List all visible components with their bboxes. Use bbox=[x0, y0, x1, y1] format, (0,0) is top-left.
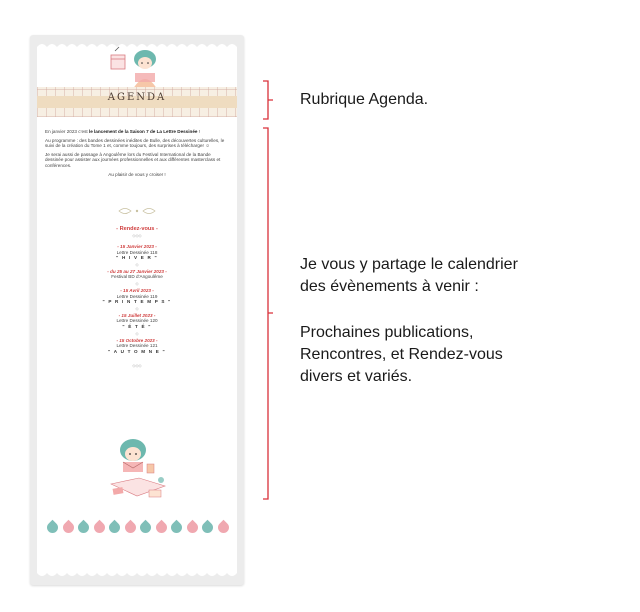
banner-title: AGENDA bbox=[107, 92, 167, 103]
bracket-calendar bbox=[262, 127, 274, 500]
event-label: Festival BD d’Angoulême bbox=[111, 274, 163, 280]
intro-p1-prefix: En janvier 2023 c’est bbox=[45, 129, 89, 134]
event-date: - 15 Octobre 2023 - bbox=[116, 337, 158, 343]
agenda-banner bbox=[37, 87, 237, 117]
raindrop-icon bbox=[60, 520, 76, 536]
raindrop-icon bbox=[215, 520, 231, 536]
intro-paragraph-4: Au plaisir de vous y croiser ! bbox=[108, 171, 166, 177]
caption-calendar-line2: des évènements à venir : bbox=[300, 278, 479, 295]
intro-paragraph-3: Je serai aussi de passage à Angoulême lors du Festival International de la Bande dessinée pour assister aux journées professionnelles et aux différentes masterclass et conférences. bbox=[45, 151, 221, 168]
floral-ornament-top bbox=[117, 206, 157, 216]
event-date: - 15 Janvier 2023 - bbox=[117, 244, 157, 249]
raindrop-icon bbox=[184, 520, 200, 536]
diamond-separator: ◇ bbox=[135, 261, 139, 267]
intro-p1-suffix: ! bbox=[197, 129, 200, 134]
caption-calendar bbox=[300, 254, 518, 298]
bracket-agenda bbox=[262, 80, 274, 120]
diamond-divider-closing: ◇◇◇ bbox=[132, 363, 142, 369]
rendez-vous-title: - Rendez-vous - bbox=[116, 226, 158, 232]
raindrop-icon bbox=[169, 520, 185, 536]
event-label: Lettre Dessinée 118 bbox=[116, 249, 158, 255]
raindrop-icon bbox=[91, 520, 107, 536]
caption-rubrique-agenda: Rubrique Agenda. bbox=[300, 91, 429, 108]
girl-with-calendar-illustration bbox=[107, 45, 169, 89]
caption-publications-line2: Rencontres, et Rendez-vous bbox=[300, 346, 503, 363]
raindrop-icon bbox=[153, 520, 169, 536]
raindrop-icon bbox=[200, 520, 216, 536]
bottom-scallop-border bbox=[37, 569, 237, 579]
agenda-event bbox=[37, 338, 237, 355]
intro-paragraph-1 bbox=[45, 129, 229, 135]
raindrop-icon bbox=[122, 520, 138, 536]
agenda-event bbox=[37, 288, 237, 305]
girl-with-letters-illustration bbox=[103, 434, 175, 504]
diamond-separator: ◇ bbox=[135, 280, 139, 286]
agenda-event bbox=[37, 269, 237, 280]
event-season: " H I V E R " bbox=[116, 255, 158, 261]
caption-publications bbox=[300, 322, 503, 388]
raindrop-icon bbox=[107, 520, 123, 536]
diamond-separator: ◇ bbox=[135, 305, 139, 311]
agenda-list bbox=[37, 226, 237, 369]
event-label: Lettre Dessinée 120 bbox=[116, 318, 158, 324]
intro-paragraph-2: Au programme : des bandes dessinées inédites de Bulle, des découvertes culturelles, le suivi de la création du Tome 1 et, comme toujours, des surprises à télécharger ☺ bbox=[45, 137, 225, 149]
agenda-event bbox=[37, 313, 237, 330]
raindrop-decoration bbox=[45, 522, 235, 540]
intro-text bbox=[45, 129, 229, 180]
raindrop-icon bbox=[76, 520, 92, 536]
caption-calendar-line1: Je vous y partage le calendrier bbox=[300, 256, 518, 273]
event-season: " P R I N T E M P S " bbox=[102, 299, 172, 305]
event-season: " É T É " bbox=[122, 323, 152, 329]
intro-p1-bold: le lancement de la Saison 7 de La Lettre Dessinée bbox=[88, 129, 198, 134]
raindrop-icon bbox=[45, 520, 61, 536]
diamond-separator: ◇ bbox=[135, 330, 139, 336]
caption-publications-line1: Prochaines publications, bbox=[300, 324, 474, 341]
event-label: Lettre Dessinée 119 bbox=[116, 293, 158, 299]
raindrop-icon bbox=[138, 520, 154, 536]
caption-publications-line3: divers et variés. bbox=[300, 368, 413, 385]
event-date: - 15 Juillet 2023 - bbox=[118, 312, 156, 318]
event-label: Lettre Dessinée 121 bbox=[116, 343, 158, 349]
newsletter-page bbox=[37, 41, 237, 579]
event-date: - 15 Avril 2023 - bbox=[120, 287, 154, 293]
agenda-event bbox=[37, 244, 237, 261]
event-season: " A U T O M N E " bbox=[108, 348, 166, 354]
event-date: - du 25 au 27 Janvier 2023 - bbox=[107, 268, 167, 274]
newsletter-preview bbox=[30, 35, 244, 585]
diamond-divider: ◇◇◇ bbox=[132, 233, 142, 238]
